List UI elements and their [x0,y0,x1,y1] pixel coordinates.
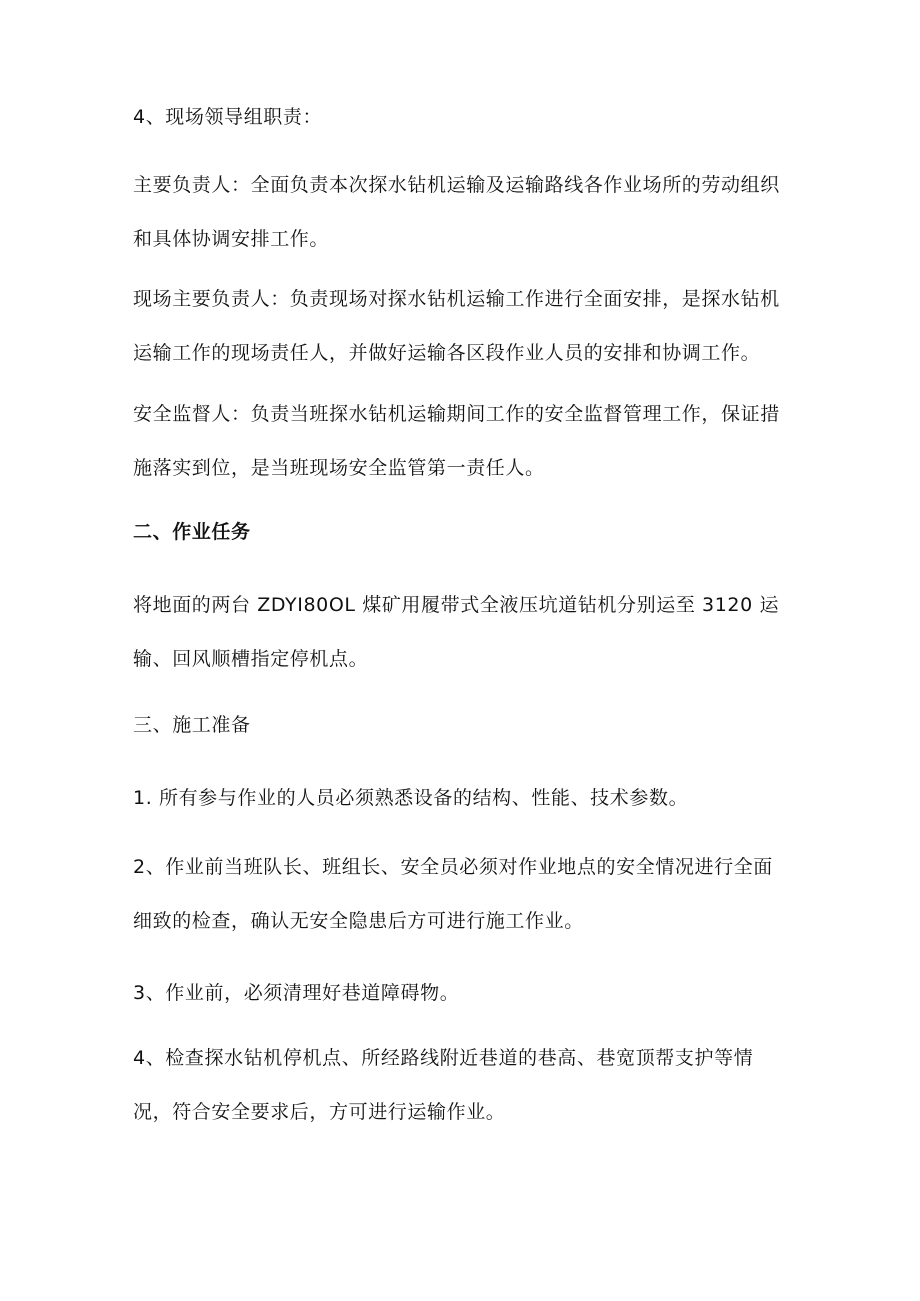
text-line: 和具体协调安排工作。 [133,228,330,250]
text-line: 3、作业前，必须清理好巷道障碍物。 [133,982,460,1004]
task-paragraph [133,578,793,686]
main-responsible-paragraph [133,158,793,266]
prep-item-4 [133,1031,793,1139]
site-responsible-paragraph [133,272,793,380]
text-line: 1. 所有参与作业的人员必须熟悉设备的结构、性能、技术参数。 [133,787,689,809]
text-line: 现场主要负责人：负责现场对探水钻机运输工作进行全面安排，是探水钻机 [133,288,780,310]
prep-item-2 [133,840,793,948]
section-2-heading [133,505,793,559]
text-line: 细致的检查，确认无安全隐患后方可进行施工作业。 [133,910,584,932]
text-line: 主要负责人：全面负责本次探水钻机运输及运输路线各作业场所的劳动组织 [133,174,780,196]
text-line: 4、现场领导组职责： [133,106,323,128]
text-line: 运输工作的现场责任人，并做好运输各区段作业人员的安排和协调工作。 [133,342,761,364]
prep-item-1 [133,771,793,825]
section-item-4-heading [133,90,793,144]
text-line: 三、施工准备 [133,714,251,736]
safety-supervisor-paragraph [133,387,793,495]
text-line: 况，符合安全要求后，方可进行运输作业。 [133,1101,506,1123]
text-line: 安全监督人：负责当班探水钻机运输期间工作的安全监督管理工作，保证措 [133,403,780,425]
text-line: 2、作业前当班队长、班组长、安全员必须对作业地点的安全情况进行全面 [133,856,773,878]
text-line: 二、作业任务 [133,521,251,543]
text-line: 输、回风顺槽指定停机点。 [133,648,369,670]
text-line: 4、检查探水钻机停机点、所经路线附近巷道的巷高、巷宽顶帮支护等情 [133,1047,754,1069]
text-line: 将地面的两台 ZDYI80OL 煤矿用履带式全液压坑道钻机分别运至 3120 运 [133,594,780,616]
prep-item-3 [133,966,793,1020]
section-3-heading [133,698,793,752]
text-line: 施落实到位，是当班现场安全监管第一责任人。 [133,457,545,479]
